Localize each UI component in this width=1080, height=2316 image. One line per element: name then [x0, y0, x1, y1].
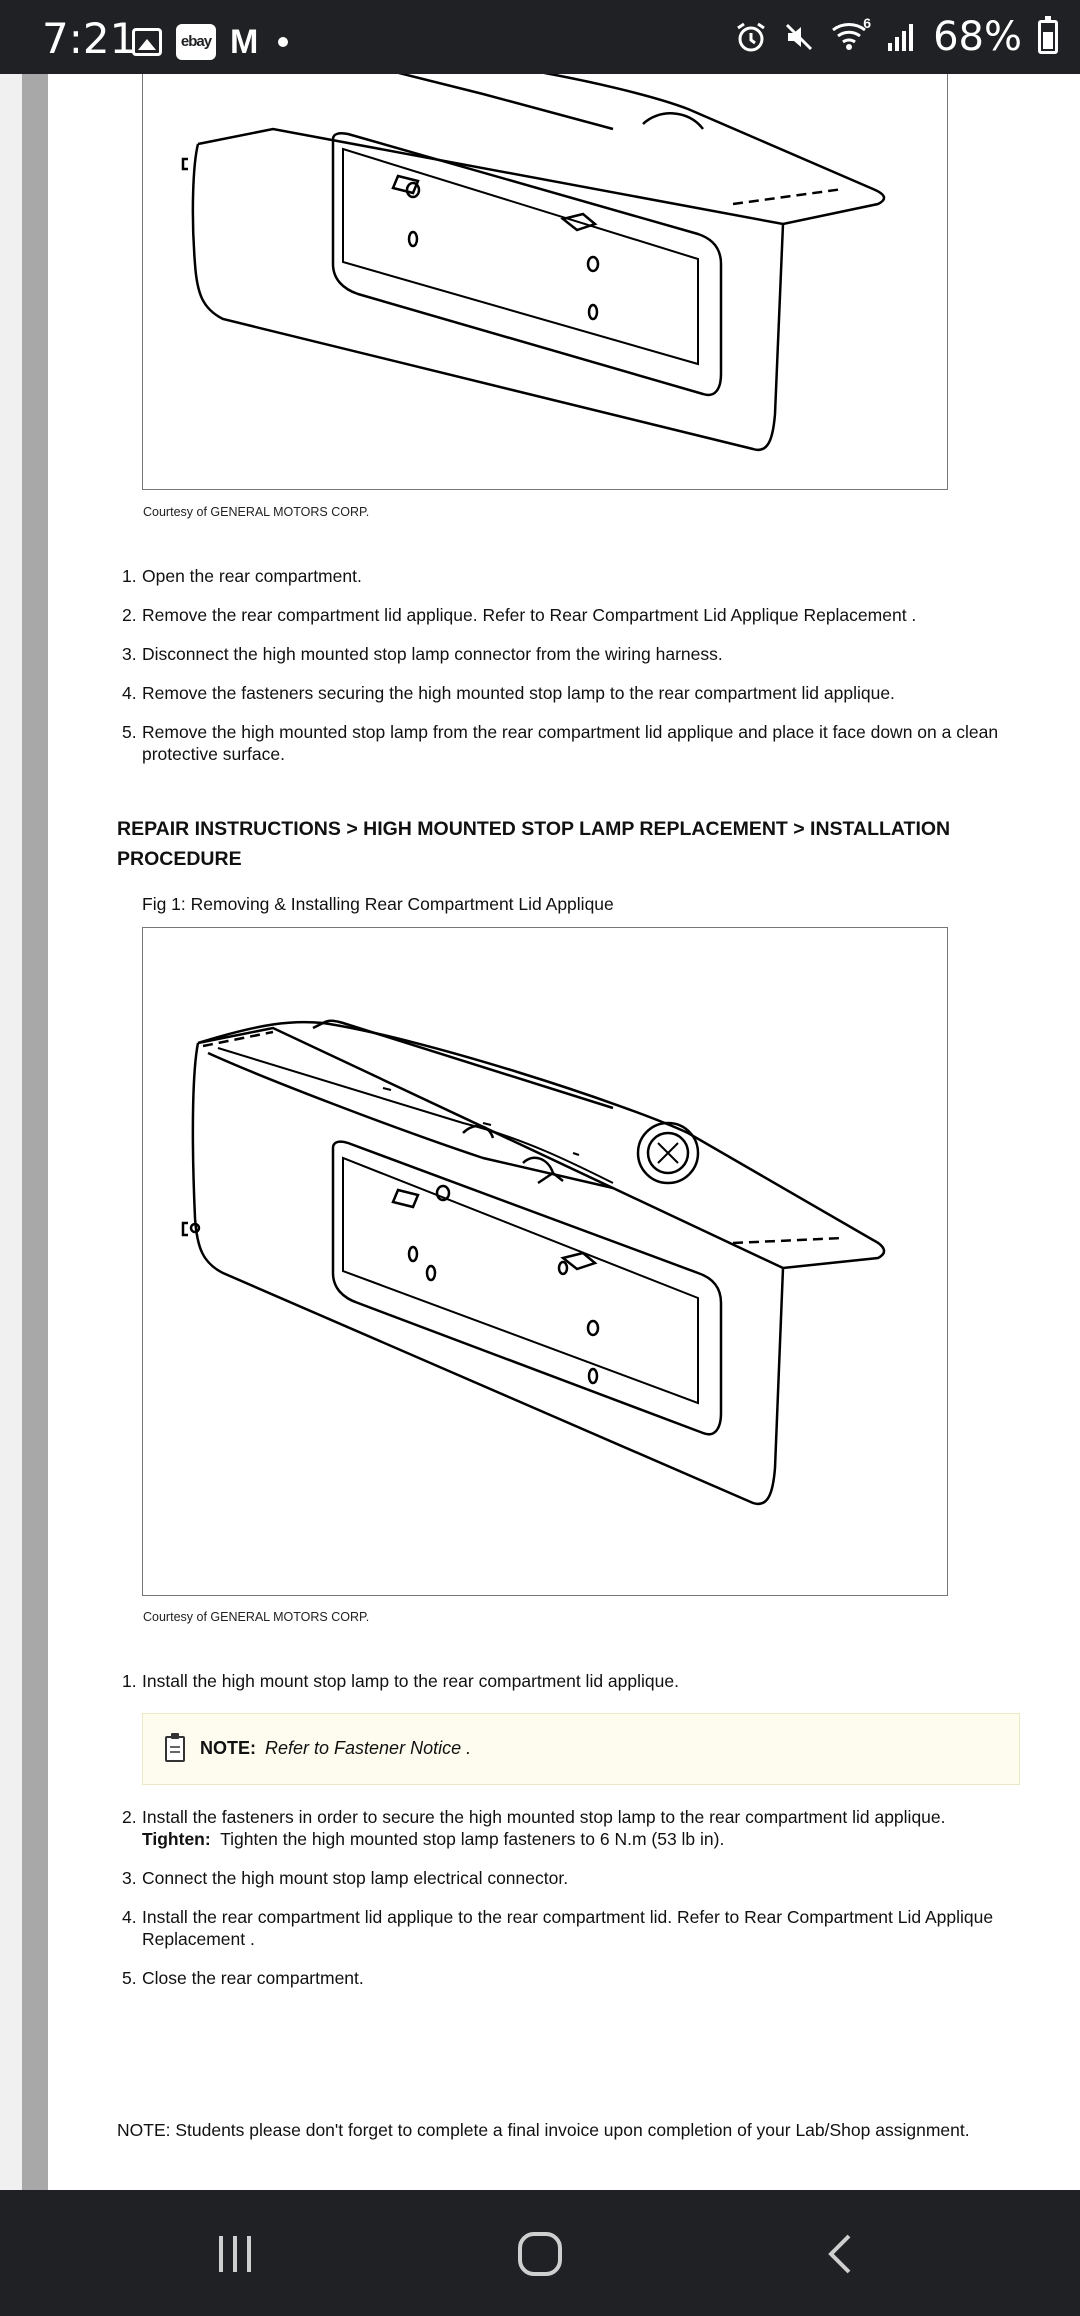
wifi-indicator	[831, 14, 872, 56]
list-item	[122, 721, 1062, 765]
gallery-icon	[132, 28, 162, 56]
install-steps-list-2	[122, 1806, 1062, 1989]
back-button[interactable]	[810, 2224, 870, 2284]
list-item	[122, 1867, 1062, 1889]
step-number: 1.	[122, 566, 137, 586]
document-content	[48, 74, 1080, 2190]
list-item	[122, 643, 1062, 665]
step-number: 4.	[122, 1907, 137, 1927]
battery-icon	[1038, 20, 1058, 54]
clipboard-icon	[165, 1736, 185, 1762]
section-heading: REPAIR INSTRUCTIONS > HIGH MOUNTED STOP LAMP REPLACEMENT > INSTALLATION PROCEDURE	[117, 818, 951, 870]
list-item	[122, 1967, 1062, 1989]
figure-top-credit: Courtesy of GENERAL MOTORS CORP.	[143, 505, 370, 519]
wifi-generation-label: 6	[863, 14, 872, 31]
tighten-text: Tighten the high mounted stop lamp fasteners to 6 N.m (53 lb in).	[220, 1829, 725, 1849]
note-text: Refer to Fastener Notice .	[265, 1738, 472, 1758]
step-number: 3.	[122, 644, 137, 664]
step-text: Disconnect the high mounted stop lamp connector from the wiring harness.	[142, 644, 723, 664]
alarm-icon	[735, 21, 767, 53]
page-margin	[0, 74, 22, 2190]
navigation-bar	[0, 2190, 1080, 2316]
status-time: 7:21	[42, 14, 137, 63]
trunk-lid-drawing-top	[143, 74, 948, 490]
battery-percent: 68%	[933, 14, 1022, 60]
step-number: 5.	[122, 1968, 137, 1988]
note-callout	[142, 1713, 1020, 1785]
list-item	[122, 565, 1062, 587]
step-text: Install the high mount stop lamp to the rear compartment lid applique.	[142, 1671, 679, 1691]
step-number: 2.	[122, 605, 137, 625]
trunk-lid-drawing	[143, 928, 948, 1596]
list-item	[122, 1906, 1062, 1950]
back-icon	[825, 2232, 855, 2276]
step-text: Open the rear compartment.	[142, 566, 362, 586]
system-icons	[735, 14, 1058, 60]
step-text: Install the rear compartment lid applique to the rear compartment lid. Refer to Rear Compartment Lid Applique Replacement .	[142, 1907, 994, 1949]
figure-top-image	[142, 74, 948, 490]
step-number: 1.	[122, 1671, 137, 1691]
step-text: Install the fasteners in order to secure the high mounted stop lamp to the rear compartment lid applique.	[142, 1807, 946, 1827]
notification-icons	[132, 24, 288, 60]
list-item	[122, 1806, 1062, 1850]
step-number: 3.	[122, 1868, 137, 1888]
footer-note: NOTE: Students please don't forget to complete a final invoice upon completion of your Lab/Shop assignment.	[117, 2120, 970, 2140]
step-number: 5.	[122, 722, 137, 742]
step-text: Remove the rear compartment lid applique. Refer to Rear Compartment Lid Applique Replacement .	[142, 605, 917, 625]
document-scrollbar-rail[interactable]	[22, 74, 48, 2190]
step-text: Close the rear compartment.	[142, 1968, 364, 1988]
step-text: Remove the fasteners securing the high mounted stop lamp to the rear compartment lid applique.	[142, 683, 895, 703]
step-number: 4.	[122, 683, 137, 703]
home-icon	[516, 2230, 564, 2278]
ebay-icon: ebay	[176, 24, 216, 60]
removal-steps-list	[122, 565, 1062, 765]
home-button[interactable]	[505, 2224, 575, 2284]
recent-apps-button[interactable]	[205, 2224, 265, 2284]
figure-caption: Fig 1: Removing & Installing Rear Compartment Lid Applique	[142, 894, 614, 914]
step-number: 2.	[122, 1807, 137, 1827]
install-steps-list-1	[122, 1670, 1062, 1692]
cell-signal-icon	[887, 21, 917, 53]
step-text: Connect the high mount stop lamp electrical connector.	[142, 1868, 569, 1888]
step-text: Remove the high mounted stop lamp from the rear compartment lid applique and place it face down on a clean protective surface.	[142, 722, 999, 764]
figure-bottom-credit: Courtesy of GENERAL MOTORS CORP.	[143, 1610, 370, 1624]
tighten-label: Tighten:	[142, 1829, 211, 1849]
mute-icon	[783, 21, 815, 53]
recent-apps-icon	[215, 2234, 255, 2274]
gmail-icon: M	[230, 23, 259, 61]
list-item	[122, 1670, 1062, 1692]
list-item	[122, 682, 1062, 704]
list-item	[122, 604, 1062, 626]
note-label: NOTE:	[200, 1738, 256, 1758]
more-notifications-dot-icon	[278, 37, 288, 47]
status-bar	[0, 0, 1080, 74]
figure-bottom-image	[142, 927, 948, 1596]
